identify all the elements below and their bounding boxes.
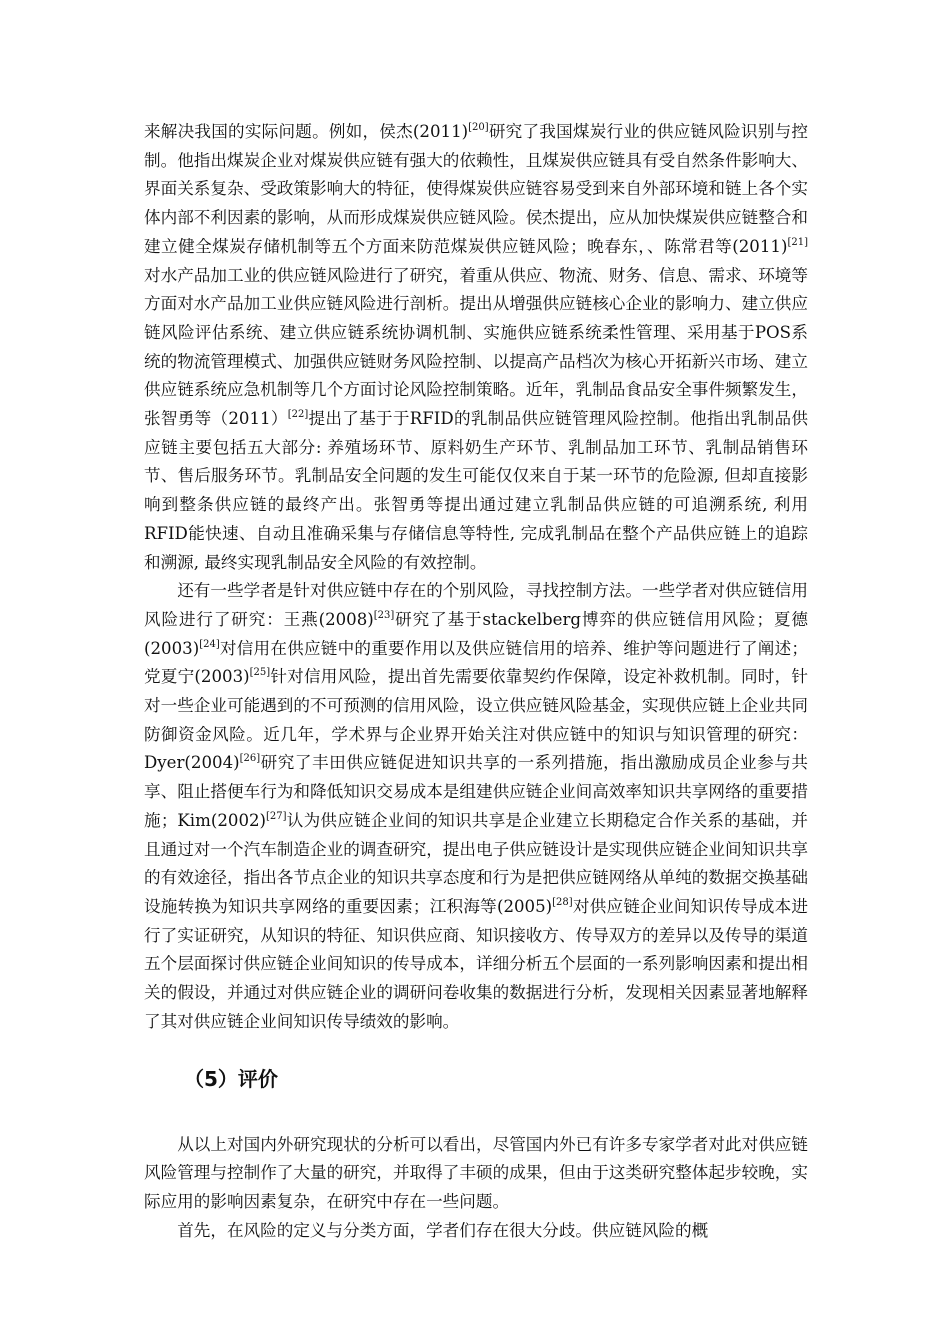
citation-ref: [25]: [249, 667, 271, 679]
text-run: 提出了基于于RFID的乳制品供应链管理风险控制。他指出乳制品供应链主要包括五大部分: 养殖场环节、原料奶生产环节、乳制品加工环节、乳制品销售环节、售后服务环节。乳制品安全问题的发生可能仅仅来自于某一环节的危险源, 但却直接影响到整条供应链的最终产出。张智勇等提出通过建立乳制品供应链的可追溯系统, 利用RFID能快速、自动且准确采集与存储信息等特性, 完成乳制品在整个产品供应链上的追踪和溯源, 最终实现乳制品安全风险的有效控制。: [144, 409, 808, 572]
text-run: 研究了丰田供应链促进知识共享的一系列措施，指出激励成员企业参与共享、阻止搭便车行为和降低知识交易成本是组建供应链企业间高效率知识共享网络的重要措施；Kim(2002): [144, 753, 808, 830]
section-heading: （5）评价: [184, 1066, 278, 1091]
body-paragraphs: [144, 118, 808, 1037]
text-run: 研究了我国煤炭行业的供应链风险识别与控制。他指出煤炭企业对煤炭供应链有强大的依赖性，且煤炭供应链具有受自然条件影响大、界面关系复杂、受政策影响大的特征，使得煤炭供应链容易受到来自外部环境和链上各个实体内部不利因素的影响，从而形成煤炭供应链风险。侯杰提出，应从加快煤炭供应链整合和建立健全煤炭存储机制等五个方面来防范煤炭供应链风险；晚春东，、陈常君等(2011): [144, 122, 808, 256]
text-run: 认为供应链企业间的知识共享是企业建立长期稳定合作关系的基础，并且通过对一个汽车制造企业的调查研究，提出电子供应链设计是实现供应链企业间知识共享的有效途径，指出各节点企业的知识共享态度和行为是把供应链网络从单纯的数据交换基础设施转换为知识共享网络的重要因素；江积海等(2005): [144, 810, 808, 916]
text-run: 针对信用风险，提出首先需要依靠契约作保障，设定补救机制。同时，针对一些企业可能遇到的不可预测的信用风险，设立供应链风险基金，实现供应链上企业共同防御资金风险。近几年，学术界与企业界开始关注对供应链中的知识与知识管理的研究：Dyer(2004): [144, 667, 808, 773]
citation-ref: [27]: [266, 810, 287, 822]
text-run: 来解决我国的实际问题。例如，侯杰(2011): [144, 122, 469, 141]
paragraph-summary: 从以上对国内外研究现状的分析可以看出，尽管国内外已有许多专家学者对此对供应链风险管理与控制作了大量的研究，并取得了丰硕的成果，但由于这类研究整体起步较晚，实际应用的影响因素复杂，在研究中存在一些问题。: [144, 1134, 808, 1211]
text-run: 还有一些学者是针对供应链中存在的个别风险，寻找控制方法。一些学者对供应链信用风险进行了研究：王燕(2008): [144, 581, 808, 629]
citation-ref: [28]: [552, 896, 573, 908]
citation-ref: [23]: [373, 609, 395, 621]
citation-ref: [26]: [239, 753, 261, 765]
paragraph-first-issue: 首先，在风险的定义与分类方面，学者们存在很大分歧。供应链风险的概: [177, 1220, 709, 1240]
text-run: 对信用在供应链中的重要作用以及供应链信用的培养、维护等问题进行了阐述；党夏宁(2003): [144, 638, 808, 687]
citation-ref: [24]: [199, 638, 220, 650]
citation-ref: [21]: [787, 236, 808, 248]
text-run: 对水产品加工业的供应链风险进行了研究，着重从供应、物流、财务、信息、需求、环境等方面对水产品加工业供应链风险进行剖析。提出从增强供应链核心企业的影响力、建立供应链风险评估系统、建立供应链系统协调机制、实施供应链系统柔性管理、采用基于POS系统的物流管理模式、加强供应链财务风险控制、以提高产品档次为核心开拓新兴市场、建立供应链系统应急机制等几个方面讨论风险控制策略。近年，乳制品食品安全事件频繁发生，张智勇等（2011）: [144, 265, 808, 429]
citation-ref: [20]: [468, 122, 489, 133]
text-run: 研究了基于stackelberg博弈的供应链信用风险；夏德(2003): [144, 609, 808, 658]
text-run: 对供应链企业间知识传导成本进行了实证研究，从知识的特征、知识供应商、知识接收方、传导双方的差异以及传导的渠道五个层面探讨供应链企业间知识的传导成本，详细分析五个层面的一系列影响因素和提出相关的假设，并通过对供应链企业的调研问卷收集的数据进行分析，发现相关因素显著地解释了其对供应链企业间知识传导绩效的影响。: [144, 896, 808, 1031]
citation-ref: [22]: [287, 409, 309, 421]
paragraph-2: [144, 577, 808, 1036]
document-body: [144, 118, 808, 1245]
paragraph-1: [144, 118, 808, 577]
